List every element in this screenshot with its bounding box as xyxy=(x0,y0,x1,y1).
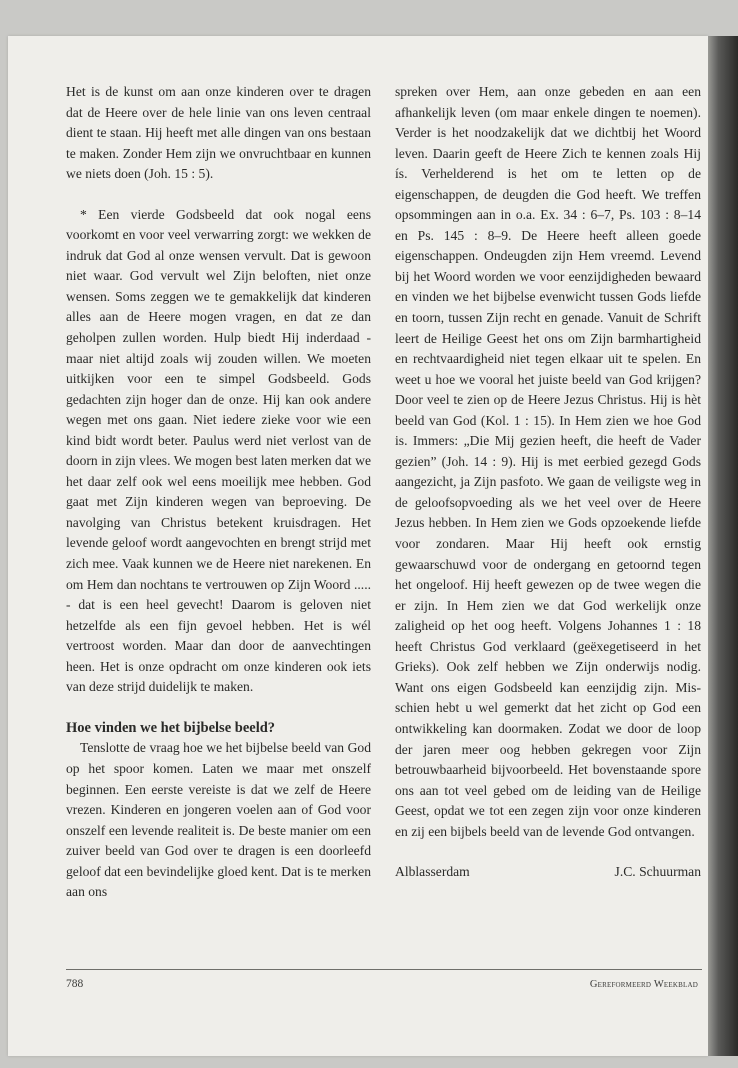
section-heading: Hoe vinden we het bijbelse beeld? xyxy=(66,719,276,736)
left-column xyxy=(66,82,371,903)
page-gutter xyxy=(708,36,738,1056)
signature-line xyxy=(395,862,701,883)
publication-name: Gereformeerd Weekblad xyxy=(589,979,698,990)
paragraph-biblical-image: Tenslotte de vraag hoe we het bijbelse beeld van God op het spoor komen. Laten we maar met onszelf beginnen. Een eerste vereiste is dat we zelf de Heere vrezen. Kinderen en jongeren voelen aan of God voor onszelf een levende realiteit is. De beste manier om een zuiver beeld van God over te dragen is een doorleefd geloof dat een bevindelijke gloed kent. Dat is te merken aan ons xyxy=(66,740,371,900)
paragraph-fourth-god-image: * Een vierde Godsbeeld dat ook nogal eens voorkomt en voor veel verwarring zorgt: we wekken de indruk dat God al onze wensen vervult. Dat is gewoon niet waar. God vervult wel Zijn beloften, niet onze wensen. Soms zeggen we te gemakkelijk dat kinderen alles aan de Heere mogen vragen, en dat ze dan geholpen zullen worden. Hulp biedt Hij inderdaad - maar niet altijd zoals wij zouden willen. We moeten uitkijken voor een te simpel Godsbeeld. Gods gedachten zijn hoger dan de onze. Hij kan ook andere wegen met ons gaan. Niet iedere zieke voor wie een kind bidt wordt beter. Paulus werd niet verlost van de doorn in zijn vlees. We mogen best laten merken dat we het daar zelf ook wel eens moeilijk mee hebben. God gaat met Zijn kinderen wegen van beproeving. De navolging van Christus betekent kruisdragen. Het levende geloof wordt aangevochten en brengt strijd met zich mee. Vaak kunnen we de Heere niet narekenen. En om Hem dan nochtans te vertrouwen op Zijn Woord ..... - dat is een heel gevecht! Daarom is geloven niet hetzelfde als een fijn gevoel hebben. Het is wél vertroost worden. Maar dan door de aanvechtingen heen. Het is onze opdracht om onze kinderen ook iets van deze strijd duidelijk te maken. xyxy=(66,206,371,695)
footer-rule xyxy=(66,969,702,970)
right-column xyxy=(395,82,701,883)
paragraph-continuation: spreken over Hem, aan onze gebeden en aan een afhankelijk leven (om maar enkele dingen te noemen). Verder is het noodzakelijk dat we dichtbij het Woord leven. Daarin geeft de Heere Zich te kennen zoals Hij ís. Verhelderend is het om te letten op de eigenschappen, de deugden die God heeft. We treffen opsommingen aan in o.a. Ex. 34 : 6–7, Ps. 103 : 8–14 en Ps. 145 : 8–9. De Heere heeft alleen goede eigenschappen. Ondeugden zijn Hem vreemd. Levend bij het Woord worden we voor eenzijdigheden bewaard en vinden we het bijbelse evenwicht tussen Gods liefde en toorn, tussen Zijn recht en genade. Vanuit de Schrift leert de Heilige Geest het ons om Zijn barmhartigheid en rechtvaardigheid niet tegen elkaar uit te spelen. En weet u hoe we vooral het juiste beeld van God krijgen? Door veel te zien op de Heere Jezus Christus. Hij is hèt beeld van God (Kol. 1 : 15). In Hem zien we hoe God is. Immers: „Die Mij gezien heeft, die heeft de Vader gezien” (Joh. 14 : 9). Hij is met eerbied gezegd Gods aangezicht, ja Zijn pasfoto. We gaan de veiligste weg in de geloofsopvoeding als we het veel over de Heere Jezus hebben. In Hem zien we Gods opzoekende liefde voor zondaren. Maar Hij heeft ook ernstig gewaarschuwd voor de ondergang en getoornd tegen het ongeloof. Hij heeft gewezen op de twee wegen die er zijn. In Hem zien we dat God werkelijk onze zaligheid op het oog heeft. Volgens Johannes 1 : 18 heeft Christus God verklaard (geëxegetiseerd in het Grieks). Ook zelf hebben we Zijn onderwijs nodig. Want ons eigen Godsbeeld kan eenzijdig zijn. Misschien hebt u wel gemerkt dat het zicht op God een ontwikkeling kan doormaken. Zodat we door de loop der jaren meer oog hebben gekregen voor Zijn betrouwbaarheid bijvoorbeeld. Het bovenstaande spore ons aan tot veel gebed om de leiding van de Heilige Geest, opdat we tot een zegen zijn voor onze kinderen en zij een bijbels beeld van de levende God ontvangen. xyxy=(395,84,701,839)
signature-author: J.C. Schuurman xyxy=(614,864,701,880)
paragraph-intro: Het is de kunst om aan onze kinderen over te dragen dat de Heere over de hele linie van ons leven centraal dient te staan. Hij heeft met alle dingen van ons bestaan te maken. Zonder Hem zijn we onvruchtbaar en kunnen we niets doen (Joh. 15 : 5). xyxy=(66,84,371,182)
page-number: 788 xyxy=(66,978,84,990)
signature-place: Alblasserdam xyxy=(395,864,470,880)
